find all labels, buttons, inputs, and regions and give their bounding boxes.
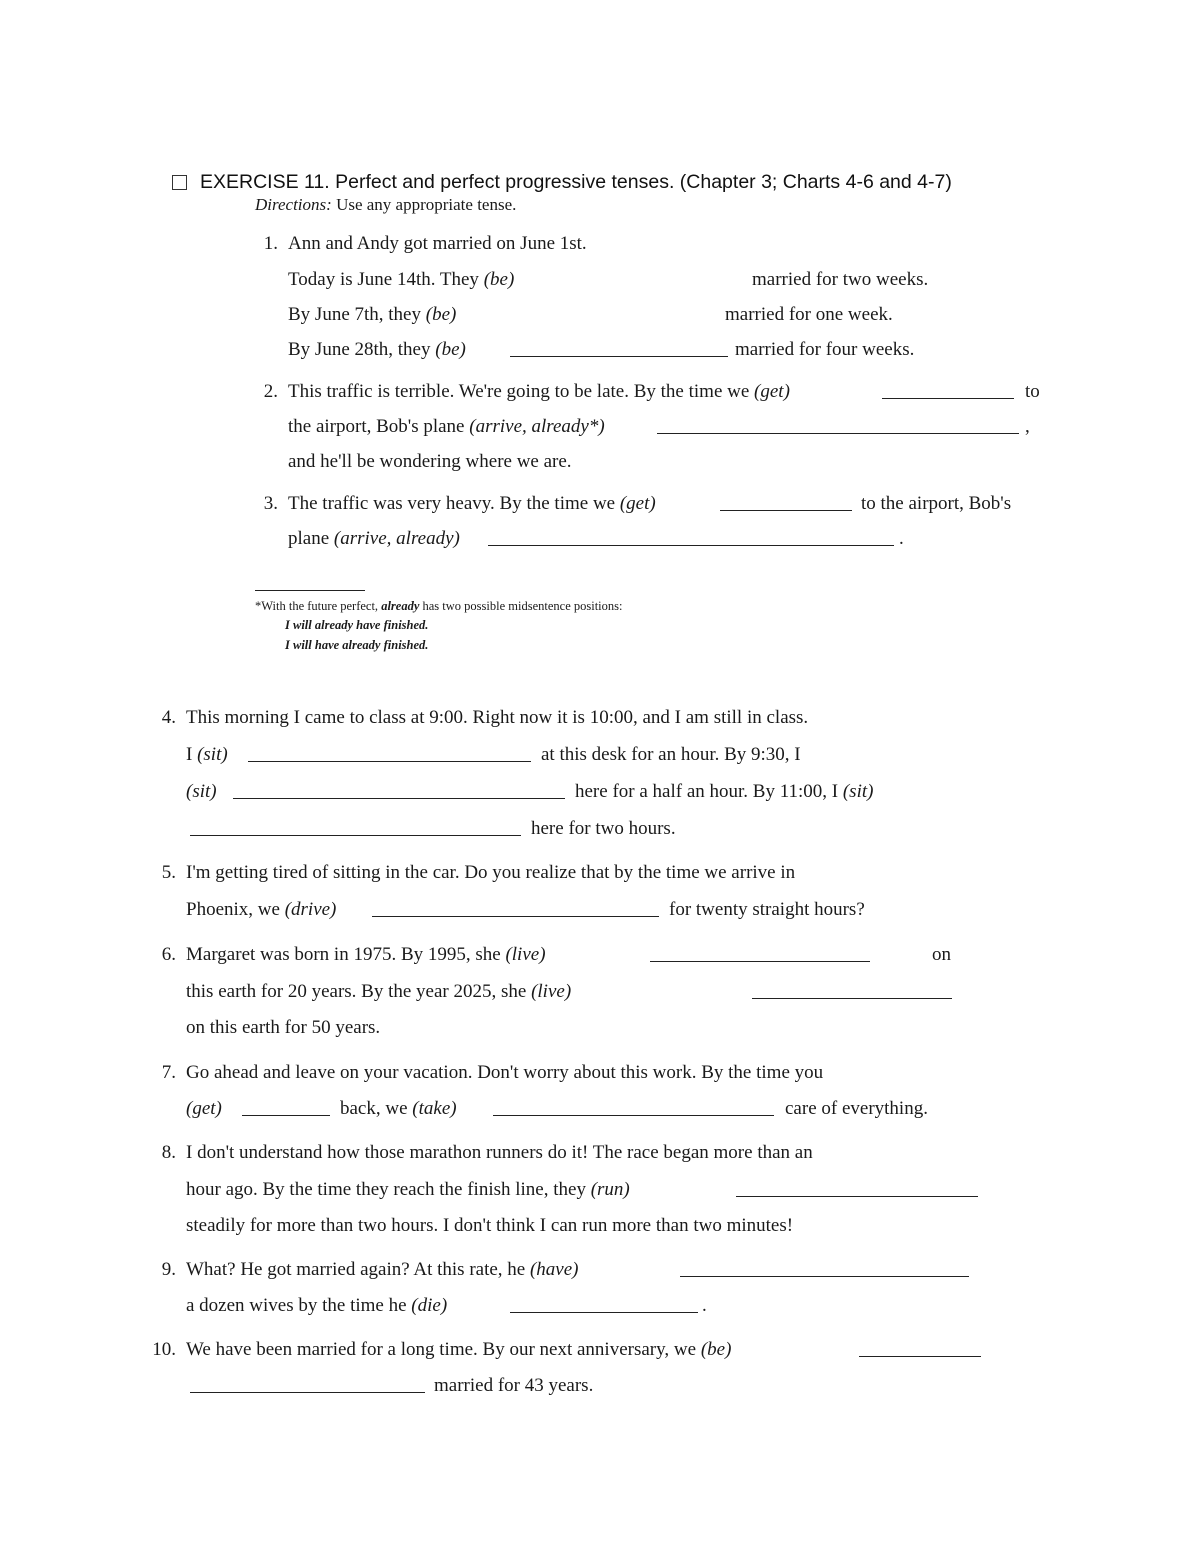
- item-number: 4.: [161, 707, 176, 728]
- answer-blank[interactable]: [372, 916, 659, 917]
- directions-text: Use any appropriate tense.: [331, 195, 517, 214]
- item-10-line-2-end: married for 43 years.: [434, 1375, 594, 1396]
- item-3-line-2-end: .: [899, 528, 904, 549]
- answer-blank[interactable]: [680, 1276, 969, 1277]
- item-3-line-1: The traffic was very heavy. By the time we (get): [288, 493, 656, 514]
- item-6-line-1: Margaret was born in 1975. By 1995, she (live): [186, 944, 546, 965]
- item-1-line-3-end: married for one week.: [725, 304, 893, 325]
- footnote-example-1: I will already have finished.: [285, 618, 429, 632]
- exercise-checkbox[interactable]: [172, 175, 187, 190]
- item-10-line-1: We have been married for a long time. By our next anniversary, we (be): [186, 1339, 732, 1360]
- item-3-line-2: plane (arrive, already): [288, 528, 460, 549]
- answer-blank[interactable]: [493, 1115, 774, 1116]
- item-3-line-1-end: to the airport, Bob's: [861, 493, 1012, 514]
- item-5-line-2: Phoenix, we (drive): [186, 899, 337, 920]
- answer-blank[interactable]: [242, 1115, 330, 1116]
- item-number: 10.: [152, 1339, 176, 1360]
- item-6-line-1-end: on: [932, 944, 951, 965]
- item-number: 9.: [161, 1259, 176, 1280]
- item-9-line-1: What? He got married again? At this rate, he (have): [186, 1259, 579, 1280]
- item-1-line-4-end: married for four weeks.: [735, 339, 915, 360]
- item-7-line-1: Go ahead and leave on your vacation. Don't worry about this work. By the time you: [186, 1062, 824, 1083]
- answer-blank[interactable]: [882, 398, 1014, 399]
- item-7-line-2: (get): [186, 1098, 222, 1119]
- exercise-title: EXERCISE 11. Perfect and perfect progressive tenses. (Chapter 3; Charts 4-6 and 4-7): [200, 171, 952, 193]
- item-4-line-1: This morning I came to class at 9:00. Right now it is 10:00, and I am still in class.: [186, 707, 809, 728]
- item-1-line-1: Ann and Andy got married on June 1st.: [288, 233, 587, 254]
- directions-label: Directions:: [255, 195, 332, 214]
- item-1-line-3: By June 7th, they (be): [288, 304, 457, 325]
- answer-blank[interactable]: [233, 798, 565, 799]
- answer-blank[interactable]: [657, 433, 1019, 434]
- item-number: 8.: [161, 1142, 176, 1163]
- item-number: 2.: [263, 381, 278, 402]
- item-4-line-2: I (sit): [186, 744, 228, 765]
- answer-blank[interactable]: [650, 961, 870, 962]
- item-8-line-2: hour ago. By the time they reach the finish line, they (run): [186, 1179, 630, 1200]
- item-number: 5.: [161, 862, 176, 883]
- item-6-line-2: this earth for 20 years. By the year 2025, she (live): [186, 981, 572, 1002]
- answer-blank[interactable]: [190, 835, 521, 836]
- footnote-rule: [255, 590, 365, 591]
- item-1-line-2-end: married for two weeks.: [752, 269, 929, 290]
- item-2-line-2: the airport, Bob's plane (arrive, already*): [288, 416, 605, 437]
- item-7-line-2-mid: back, we (take): [340, 1098, 457, 1119]
- item-2-line-1: This traffic is terrible. We're going to be late. By the time we (get): [288, 381, 790, 402]
- item-9-line-2-end: .: [702, 1295, 707, 1316]
- answer-blank[interactable]: [190, 1392, 425, 1393]
- answer-blank[interactable]: [248, 761, 531, 762]
- footnote-example-2: I will have already finished.: [285, 638, 429, 652]
- item-6-line-3: on this earth for 50 years.: [186, 1017, 381, 1038]
- item-4-line-3-end: here for a half an hour. By 11:00, I (sit): [575, 781, 874, 802]
- footnote-text: *With the future perfect, already has two possible midsentence positions:: [255, 599, 623, 613]
- item-2-line-2-end: ,: [1025, 416, 1030, 437]
- item-1-line-4: By June 28th, they (be): [288, 339, 466, 360]
- item-7-line-2-end: care of everything.: [785, 1098, 928, 1119]
- answer-blank[interactable]: [859, 1356, 981, 1357]
- item-number: 7.: [161, 1062, 176, 1083]
- item-number: 1.: [263, 233, 278, 254]
- answer-blank[interactable]: [736, 1196, 978, 1197]
- answer-blank[interactable]: [510, 1312, 698, 1313]
- item-5-line-2-end: for twenty straight hours?: [669, 899, 865, 920]
- item-8-line-1: I don't understand how those marathon runners do it! The race began more than an: [186, 1142, 813, 1163]
- item-number: 6.: [161, 944, 176, 965]
- item-4-line-4-end: here for two hours.: [531, 818, 676, 839]
- answer-blank[interactable]: [720, 510, 852, 511]
- item-2-line-3: and he'll be wondering where we are.: [288, 451, 572, 472]
- item-1-line-2: Today is June 14th. They (be): [288, 269, 515, 290]
- directions: [255, 194, 516, 216]
- item-2-line-1-end: to: [1025, 381, 1040, 402]
- answer-blank[interactable]: [510, 356, 728, 357]
- item-4-line-3: (sit): [186, 781, 217, 802]
- item-4-line-2-end: at this desk for an hour. By 9:30, I: [541, 744, 801, 765]
- item-8-line-3: steadily for more than two hours. I don't think I can run more than two minutes!: [186, 1215, 794, 1236]
- item-5-line-1: I'm getting tired of sitting in the car. Do you realize that by the time we arrive in: [186, 862, 796, 883]
- item-9-line-2: a dozen wives by the time he (die): [186, 1295, 448, 1316]
- answer-blank[interactable]: [752, 998, 952, 999]
- answer-blank[interactable]: [488, 545, 894, 546]
- item-number: 3.: [263, 493, 278, 514]
